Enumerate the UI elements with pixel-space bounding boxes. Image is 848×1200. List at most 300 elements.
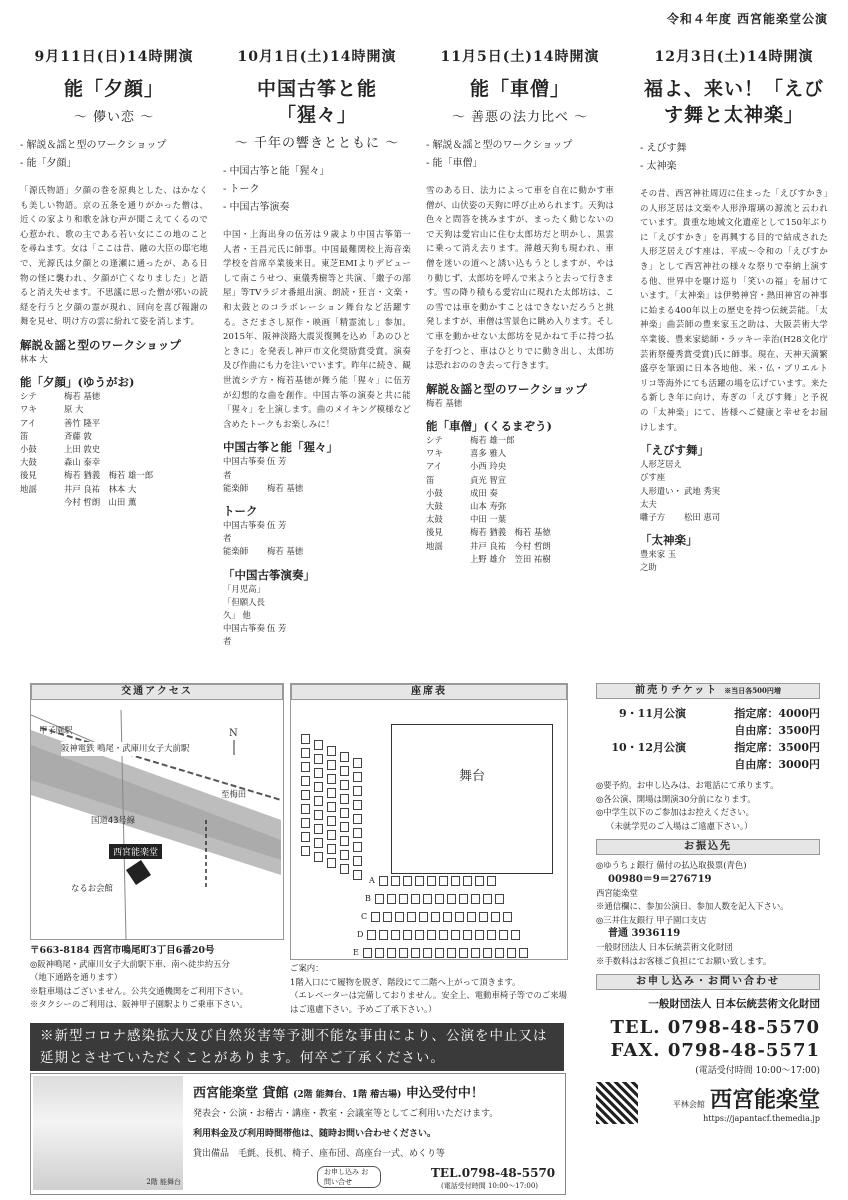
seat xyxy=(375,948,384,958)
contact-org: 一般財団法人 日本伝統芸術文化財団 xyxy=(648,998,820,1011)
cast-names xyxy=(267,583,411,596)
seat xyxy=(301,846,310,856)
seat xyxy=(447,894,456,904)
rental-line: 発表会・公演・お稽古・講座・教室・会議室等としてご利用いただけます。 xyxy=(193,1109,499,1119)
ticket-price: 自由席：3000円 xyxy=(734,758,820,771)
cast-role: アイ xyxy=(20,417,36,428)
cast-names: 喜多 雅人 xyxy=(470,448,507,459)
seat xyxy=(314,824,323,834)
ticket-price: 指定席：3500円 xyxy=(734,741,820,754)
seat xyxy=(475,876,484,886)
cast-names xyxy=(684,458,828,484)
ticket-performance xyxy=(596,756,686,773)
cast-heading: 解説＆謡と型のワークショップ xyxy=(20,337,181,352)
seat xyxy=(353,870,362,880)
ticket-performance: 10・12月公演 xyxy=(611,741,686,754)
seat xyxy=(367,930,376,940)
covid-notice: ※新型コロナ感染拡大及び自然災害等予測不能な事由により、公演を中止又は延期とさせていただくことがあります。何卒ご了承ください。 xyxy=(30,1023,564,1071)
cast-names: 梅若 雄一郎 xyxy=(470,434,515,445)
cast-row xyxy=(426,526,614,539)
svg-text:N: N xyxy=(229,728,238,739)
seat xyxy=(487,876,496,886)
cast-names: 小西 玲央 xyxy=(470,461,507,472)
seat xyxy=(459,948,468,958)
seat xyxy=(327,802,336,812)
cast-role xyxy=(426,553,470,566)
seat xyxy=(471,948,480,958)
seat xyxy=(327,746,336,756)
seat xyxy=(327,788,336,798)
contact-hours: (電話受付時間 10:00〜17:00) xyxy=(695,1066,820,1077)
seat xyxy=(327,844,336,854)
seat xyxy=(499,930,508,940)
cast-role: 能楽師 xyxy=(223,546,249,557)
cast-role: ワキ xyxy=(20,404,37,415)
cast-row xyxy=(20,390,208,403)
seat-row-label: D xyxy=(357,930,364,939)
seat xyxy=(495,948,504,958)
event-date: 9月11日(日)14時開演 xyxy=(34,49,194,65)
seat xyxy=(340,780,349,790)
cast-row xyxy=(426,474,614,487)
cast-role: 地謡 xyxy=(426,540,443,551)
cast-row xyxy=(223,583,411,596)
seat xyxy=(353,856,362,866)
seat xyxy=(353,828,362,838)
seat xyxy=(403,930,412,940)
seat xyxy=(411,948,420,958)
qr-code-icon[interactable] xyxy=(596,1082,638,1124)
cast-names: 梅若 基徳 xyxy=(267,546,304,557)
cast-row xyxy=(426,540,614,553)
payment-line: 普通 3936119 xyxy=(608,928,681,940)
seat-row-label: C xyxy=(361,912,368,921)
seat xyxy=(447,948,456,958)
payment-line: ※通信欄に、参加公演日、参加人数を記入下さい。 xyxy=(596,901,789,912)
event-title: 能「車僧」 xyxy=(469,78,570,100)
ticket-row xyxy=(596,705,820,722)
map-label-route43: 国道43号線 xyxy=(91,815,136,825)
cast-row xyxy=(20,483,208,496)
ticket-info: （未就学児のご入場はご遠慮下さい。） xyxy=(606,820,753,831)
cast-role: 後見 xyxy=(426,527,443,538)
cast-row xyxy=(20,443,208,456)
cast-heading: 中国古筝と能「猩々」 xyxy=(223,440,338,455)
cast-role xyxy=(20,496,64,509)
event-column xyxy=(426,46,614,566)
cast-names xyxy=(470,397,614,410)
seat xyxy=(487,930,496,940)
seat xyxy=(495,894,504,904)
seat xyxy=(353,842,362,852)
seat xyxy=(353,786,362,796)
cast-names: 伍 芳 xyxy=(267,456,287,467)
seating-note: 1階入口にて履物を脱ぎ、階段にて二階へ上がって頂きます。 xyxy=(290,976,521,987)
event-title: 中国古筝と能「猩々」 xyxy=(256,78,377,126)
cast-row xyxy=(223,519,411,545)
stage-photo xyxy=(33,1076,183,1190)
seat xyxy=(391,930,400,940)
program-item: - 解説＆謡と型のワークショップ xyxy=(426,140,573,151)
seat xyxy=(387,894,396,904)
seat xyxy=(463,876,472,886)
cast-row xyxy=(426,553,614,566)
cast-names: 原 大 xyxy=(64,404,84,415)
cast-names: 梅若 猶義 梅若 雄一郎 xyxy=(64,470,154,481)
seat xyxy=(314,740,323,750)
cast-role: 人形遣い・太夫 xyxy=(640,485,682,509)
program-item: - 解説＆謡と型のワークショップ xyxy=(20,140,167,151)
cast-row xyxy=(223,545,411,558)
seat xyxy=(419,912,428,922)
cast-names: 中田 一葉 xyxy=(470,514,507,525)
cast-role: 「月児高」 xyxy=(223,583,265,594)
rental-title: 西宮能楽堂 貸館 (2階 能舞台、1階 稽古場) 申込受付中！ xyxy=(193,1086,484,1101)
event-subtitle: 〜 善悪の法力比べ 〜 xyxy=(451,110,589,125)
cast-role: 林本 大 xyxy=(20,353,48,364)
map-label-venue: 西宮能楽堂 xyxy=(109,844,162,859)
seat xyxy=(340,766,349,776)
seat xyxy=(471,894,480,904)
cast-row xyxy=(640,548,828,574)
ticket-performance xyxy=(596,722,686,739)
ticket-row xyxy=(596,739,820,756)
cast-row xyxy=(426,397,614,410)
cast-role: 中国古筝奏者 xyxy=(223,456,265,480)
seat xyxy=(301,762,310,772)
cast-row xyxy=(640,458,828,484)
event-date: 12月3日(土)14時開演 xyxy=(654,49,814,65)
program-item: - 中国古筝と能「猩々」 xyxy=(223,166,330,177)
cast-row xyxy=(223,596,411,622)
contact-heading: お申し込み・お問い合わせ xyxy=(596,974,820,990)
cast-row xyxy=(20,496,208,509)
event-title: 福よ、来い！「えびす舞と太神楽」 xyxy=(643,78,824,126)
seat xyxy=(301,818,310,828)
cast-role: 「但願人長久」 他 xyxy=(223,596,265,620)
seat xyxy=(451,876,460,886)
payment-heading: お振込先 xyxy=(596,839,820,855)
seat xyxy=(411,894,420,904)
event-column xyxy=(223,46,411,649)
ticket-info: ◎各公演、開場は開演30分前になります。 xyxy=(596,793,756,804)
address: 〒663-8184 西宮市鳴尾町3丁目6番20号 xyxy=(30,945,215,956)
seating-panel xyxy=(290,683,568,960)
cast-heading: 「太神楽」 xyxy=(640,533,698,548)
seat xyxy=(375,894,384,904)
seat xyxy=(439,930,448,940)
program-item: - 能「車僧」 xyxy=(426,158,483,169)
cast-heading: 能「車僧」(くるまぞう) xyxy=(426,418,552,433)
cast-heading: 解説＆謡と型のワークショップ xyxy=(426,381,587,396)
seat xyxy=(301,790,310,800)
cast-row xyxy=(426,487,614,500)
cast-role: 小鼓 xyxy=(426,487,443,498)
cast-role: 太鼓 xyxy=(426,514,443,525)
cast-heading: 「えびす舞」 xyxy=(640,443,709,458)
ticket-row xyxy=(596,722,820,739)
cast-role: 中国古筝奏者 xyxy=(223,519,265,544)
seat xyxy=(399,948,408,958)
access-heading: 交通アクセス xyxy=(31,684,283,700)
cast-role: 能楽師 xyxy=(223,482,249,493)
cast-row xyxy=(20,403,208,416)
brand-small: 平林会館 xyxy=(672,1100,705,1110)
seat xyxy=(427,876,436,886)
ticket-heading: 前売りチケット xyxy=(635,685,719,696)
contact-tel: TEL. 0798-48-5570 xyxy=(610,1017,820,1039)
payment-line: ※手数料はお客様ご負担にてお願い致します。 xyxy=(596,955,772,966)
access-note: ※タクシーのご利用は、阪神甲子園駅よりご乗車下さい。 xyxy=(30,999,248,1010)
program-item: - 中国古筝演奏 xyxy=(223,202,290,213)
ticket-row xyxy=(596,756,820,773)
cast-role: 大鼓 xyxy=(426,500,443,511)
seat-row-label: A xyxy=(369,876,375,885)
cast-row xyxy=(640,485,828,511)
cast-heading: 「中国古筝演奏」 xyxy=(223,567,315,582)
seat xyxy=(340,752,349,762)
seat xyxy=(301,804,310,814)
seat xyxy=(340,864,349,874)
event-title: 能「夕顔」 xyxy=(63,78,164,100)
seat xyxy=(423,894,432,904)
ticket-note: ※当日各500円増 xyxy=(724,686,781,695)
cast-row xyxy=(426,447,614,460)
cast-row xyxy=(20,469,208,482)
seat xyxy=(314,782,323,792)
seat xyxy=(301,832,310,842)
rental-cta[interactable]: お申し込み お問い合せ xyxy=(317,1166,381,1188)
payment-line: 一般財団法人 日本伝統芸術文化財団 xyxy=(596,941,733,952)
cast-row xyxy=(640,511,828,524)
event-column xyxy=(20,46,208,509)
seating-heading: 座席表 xyxy=(291,684,567,700)
program-item: - トーク xyxy=(223,184,260,195)
access-address-block xyxy=(30,944,285,1012)
cast-names: 成田 奏 xyxy=(470,487,498,498)
seat xyxy=(314,796,323,806)
cast-row xyxy=(20,430,208,443)
access-note: ※駐車場はございません。公共交通機関をご利用下さい。 xyxy=(30,985,249,996)
seat xyxy=(503,912,512,922)
seat xyxy=(353,814,362,824)
seat xyxy=(371,912,380,922)
cast-names xyxy=(64,353,208,366)
event-subtitle: 〜 千年の響きとともに 〜 xyxy=(234,136,400,151)
cast-role: ワキ xyxy=(426,448,443,459)
seat xyxy=(415,876,424,886)
seat xyxy=(483,894,492,904)
seat xyxy=(301,776,310,786)
cast-row xyxy=(426,513,614,526)
cast-role: 笛 xyxy=(426,474,435,485)
program-item: - 能「夕顔」 xyxy=(20,158,77,169)
event-description: 雪のある日、法力によって車を自在に動かす車僧が、山伏姿の天狗に呼び止められます。天狗は色々と問答を挑みますが、まったく動じないので天狗は愛宕山に住む太郎坊だと明かし、黒雲に乗って消え去ります。滞越天狗も現われ、車僧を迷いの道へと誘い込もうとしますが、やはり動じず、太郎坊を呼んで来ようと去って行きます。雪の降り積もる愛宕山に現れた太郎坊は、この雪では車を動かすことはできないだろうと挑発しますが、車僧は雪景色に眺め入ります。そして車を動かせない太郎坊を見かねて手に持つ払子を打つと、車はひとりでに動き出し、太郎坊は恐れおののき去って行きます。 xyxy=(426,185,614,371)
seat xyxy=(439,876,448,886)
seat xyxy=(340,850,349,860)
program-item: - 太神楽 xyxy=(640,161,677,172)
ticket-panel xyxy=(596,683,820,1124)
seat xyxy=(431,912,440,922)
seat-row-label: E xyxy=(353,948,359,957)
seat xyxy=(403,876,412,886)
seating-note: （エレベーターは完備しておりません。安全上、電動車椅子等でのご来場はご遠慮下さい。予めご了承下さい。） xyxy=(290,990,567,1014)
cast-names: 梅若 猶義 梅若 基徳 xyxy=(470,527,551,538)
ticket-price: 指定席：4000円 xyxy=(734,707,820,720)
brand-logo: 西宮能楽堂 xyxy=(709,1087,820,1114)
cast-heading: トーク xyxy=(223,503,258,518)
payment-line: 西宮能楽堂 xyxy=(596,887,638,898)
seat xyxy=(340,808,349,818)
cast-names: 井戸 良祐 今村 哲朗 xyxy=(470,540,551,551)
cast-names: 武地 秀実 xyxy=(684,485,721,496)
cast-role: 人形芝居えびす座 xyxy=(640,459,682,483)
seat xyxy=(327,760,336,770)
cast-role: 大鼓 xyxy=(20,457,37,468)
rental-line: 利用料金及び利用時間帯他は、随時お問い合わせください。 xyxy=(193,1129,437,1139)
cast-row xyxy=(223,455,411,481)
cast-names: 上田 敦史 xyxy=(64,443,101,454)
seat xyxy=(467,912,476,922)
payment-line: 00980＝9＝276719 xyxy=(608,873,712,885)
seat xyxy=(314,838,323,848)
seat xyxy=(395,912,404,922)
seat xyxy=(314,810,323,820)
cast-role: シテ xyxy=(20,391,37,402)
seat xyxy=(379,930,388,940)
seat xyxy=(507,948,516,958)
event-description: その昔、西宮神社周辺に住まった「えびすかき」の人形芝居は文楽や人形浄瑠璃の源流と云われています。貴重な地域文化遺産として150年ぶりに「えびすかき」を再興する目的で結成された人形芝居えびす座は、平成〜令和の「えびすかき」として西宮神社の様々な祭りで奉納上演する他、世界中を駆け巡り「笑いの福」を届けています。「太神楽」は伊勢神宮・熱田神宮の神事に始まる400年以上の歴史を持つ伝統芸能。「太神楽」曲芸師の豊来家玉之助は、大阪芸術大学卒業後、豊来家総師・ラッキー幸治(H28文化庁芸術祭優秀賞受賞)氏に師事。現在、天神天満繁盛亭を筆頭に日本各地他、米・仏・ブリエルトリコ等海外にても活躍の場を広げています。来たる新しき年に向け、寿ぎの「えびす舞」と予祝の「太神楽」にて、皆様へご健康と幸せをお届けします。 xyxy=(640,188,828,432)
cast-role: 笛 xyxy=(20,430,29,441)
seat xyxy=(475,930,484,940)
seat xyxy=(301,748,310,758)
cast-names: 井戸 良祐 林本 大 xyxy=(64,483,137,494)
seat xyxy=(314,754,323,764)
cast-role: 小鼓 xyxy=(20,443,37,454)
event-date: 11月5日(土)14時開演 xyxy=(440,49,600,65)
seating-notes xyxy=(290,962,570,1016)
payment-line: ◎三井住友銀行 甲子園口支店 xyxy=(596,914,707,925)
cast-row xyxy=(223,482,411,495)
seat xyxy=(511,930,520,940)
cast-names: 森山 泰幸 xyxy=(64,457,101,468)
seat xyxy=(391,876,400,886)
cast-role: シテ xyxy=(426,434,443,445)
access-note: （地下通路を通ります） xyxy=(30,972,123,983)
cast-names xyxy=(267,596,411,622)
seat xyxy=(443,912,452,922)
map-label-naruo: なるお会館 xyxy=(71,883,113,893)
cast-row xyxy=(20,353,208,366)
seat xyxy=(379,876,388,886)
cast-heading: 能「夕顔」(ゆうがお) xyxy=(20,375,135,390)
cast-role: アイ xyxy=(426,461,442,472)
seat-row-label: B xyxy=(365,894,371,903)
contact-url[interactable]: https://japantacf.themedia.jp xyxy=(703,1114,820,1124)
cast-names: 梅若 基徳 xyxy=(267,482,304,493)
cast-names: 松田 恵司 xyxy=(684,511,721,522)
seat xyxy=(387,948,396,958)
access-panel xyxy=(30,683,284,940)
stage xyxy=(391,724,553,874)
cast-row xyxy=(20,456,208,469)
map-label-koshien: 甲子園駅 xyxy=(39,725,73,735)
cast-names: 伍 芳 xyxy=(267,519,287,530)
seat xyxy=(435,894,444,904)
seat xyxy=(327,830,336,840)
seat xyxy=(340,836,349,846)
seat xyxy=(353,758,362,768)
seat xyxy=(353,800,362,810)
cast-row xyxy=(426,460,614,473)
cast-names: 斉藤 敦 xyxy=(64,430,92,441)
seat xyxy=(314,852,323,862)
cast-role: 地謡 xyxy=(20,483,37,494)
seat xyxy=(327,774,336,784)
seat xyxy=(463,930,472,940)
seat xyxy=(427,930,436,940)
cast-names: 上野 雄介 笠田 祐樹 xyxy=(470,553,551,564)
cast-row xyxy=(20,417,208,430)
seat xyxy=(340,822,349,832)
map-label-umeda: 至梅田 xyxy=(221,789,247,799)
cast-role: 後見 xyxy=(20,470,37,481)
ticket-info: ◎中学生以下のご参加はお控えください。 xyxy=(596,807,755,818)
cast-names xyxy=(684,548,828,574)
rental-panel xyxy=(30,1073,566,1195)
seat xyxy=(353,772,362,782)
seat xyxy=(483,948,492,958)
seat xyxy=(327,816,336,826)
seat xyxy=(423,948,432,958)
seat xyxy=(435,948,444,958)
seat xyxy=(340,794,349,804)
seat xyxy=(407,912,416,922)
rental-line: 貸出備品 毛氈、長机、椅子、座布団、高座台一式、めくり等 xyxy=(193,1149,446,1159)
seat xyxy=(415,930,424,940)
contact-fax: FAX. 0798-48-5571 xyxy=(610,1040,820,1062)
seat xyxy=(459,894,468,904)
seating-note: ご案内： xyxy=(290,963,324,973)
program-item: - えびす舞 xyxy=(640,143,687,154)
cast-role: 豊来家 玉之助 xyxy=(640,549,677,573)
seat xyxy=(519,948,528,958)
payment-line: ◎ゆうちょ銀行 備付の払込取扱票(青色) xyxy=(596,860,747,871)
cast-names: 梅若 基徳 xyxy=(64,391,101,402)
cast-names: 貞光 智宣 xyxy=(470,474,507,485)
seat xyxy=(327,858,336,868)
ticket-price: 自由席：3500円 xyxy=(734,724,820,737)
cast-names: 今村 哲朗 山田 薫 xyxy=(64,496,137,507)
rental-hours: (電話受付時間 10:00〜17:00) xyxy=(441,1182,539,1190)
seat xyxy=(479,912,488,922)
cast-role: 囃子方 xyxy=(640,511,666,522)
seat xyxy=(455,912,464,922)
event-column xyxy=(640,46,828,575)
event-subtitle: 〜 儚い恋 〜 xyxy=(73,110,155,125)
seat xyxy=(383,912,392,922)
rental-tel: TEL.0798-48-5570 xyxy=(431,1166,556,1180)
cast-row xyxy=(223,622,411,648)
cast-role: 中国古筝奏者 xyxy=(223,623,265,647)
stage-label: 舞台 xyxy=(458,769,485,784)
map-label-station: 阪神電鉄 鳴尾・武庫川女子大前駅 xyxy=(61,742,189,756)
seat xyxy=(491,912,500,922)
ticket-info: ◎要予約。お申し込みは、お電話にて承ります。 xyxy=(596,780,779,790)
page-header: 令和４年度 西宮能楽堂公演 xyxy=(666,12,828,26)
seat xyxy=(301,734,310,744)
seat xyxy=(451,930,460,940)
